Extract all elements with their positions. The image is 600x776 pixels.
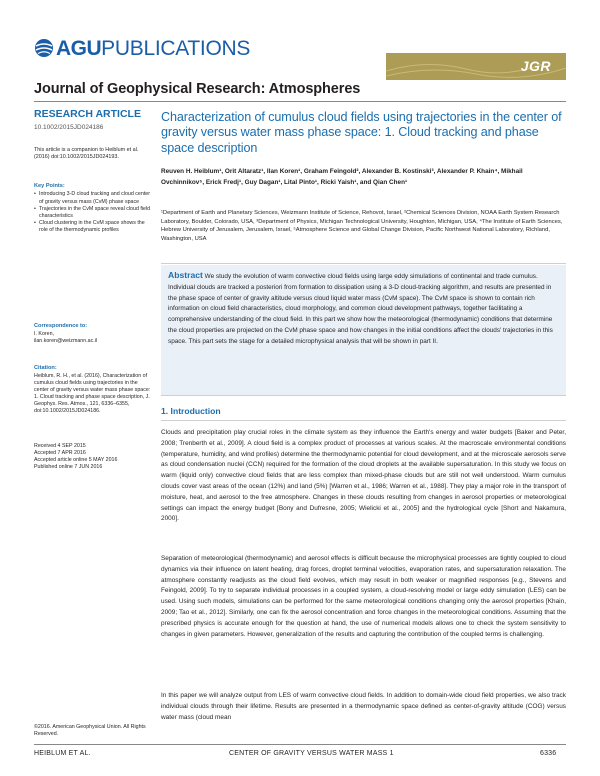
journal-title: Journal of Geophysical Research: Atmospheres	[34, 81, 361, 97]
copyright-notice: ©2016. American Geophysical Union. All Rights Reserved.	[34, 724, 146, 738]
logo-agu: AGU	[56, 36, 102, 60]
agu-publications-logo	[34, 36, 250, 60]
logo-publications: PUBLICATIONS	[101, 36, 251, 60]
abstract-top-divider	[161, 263, 566, 264]
doi-link[interactable]: 10.1002/2015JD024186	[34, 124, 104, 131]
page-number: 6336	[540, 750, 557, 757]
introduction-heading: 1. Introduction	[161, 406, 221, 416]
citation-text: Heiblum, R. H., et al. (2016), Characterization of cumulus cloud fields using trajectories in the center of gravity versus water mass phase space: 1. Cloud tracking and phase space description, J. Geophys. Res. Atmos., 121, 6336–6355, doi:10.1002/2015JD024186.	[34, 373, 151, 415]
body-paragraph: Separation of meteorological (thermodynamic) and aerosol effects is difficult because the microphysical processes are tightly coupled to cloud dynamics via their influence on latent heating, drag forces, droplet terminal velocities, evaporation rates, and supersaturation relaxation. The atmosphere constantly readjusts as the cloud field evolves, which may result in both weaker or magnified responses [e.g., Stevens and Feingold, 2009]. To try to separate individual processes in a coupled system, a cloud-resolving model or large eddy simulation (LES) can be used. Using such models, simulations can be performed for the same meteorological conditions changing only the aerosol properties [Khain, 2009; Tao et al., 2012]. Similarly, one can fix the aerosol concentration and force changes in the meteorological conditions. Assuming that the prescribed physics is accurate enough for the question at hand, the use of numerical models allows one to check the system sensitivity to changes in given parameters. However, generalization of the results and capturing the contribution of the coupled terms is challenging.	[161, 555, 566, 638]
key-points-heading: Key Points:	[34, 183, 65, 190]
footer-running-title: CENTER OF GRAVITY VERSUS WATER MASS 1	[229, 750, 394, 757]
globe-icon	[34, 38, 54, 58]
header-divider	[34, 101, 566, 102]
affiliations: ¹Department of Earth and Planetary Sciences, Weizmann Institute of Science, Rehovot, Israel, ²Chemical Sciences Division, NOAA Earth System Research Laboratory, Boulder, Colorado, USA, ³Department of Physics, Michigan Technological University, Houghton, Michigan, USA, ⁴The Institute of Earth Sciences, Hebrew University of Jerusalem, Jerusalem, Israel, ⁵Atmosphere Science and Global Change Division, Pacific Northwest National Laboratory, Richland, Washington, USA	[161, 210, 563, 242]
abstract-label: Abstract	[168, 270, 203, 280]
jgr-badge	[386, 53, 566, 80]
received-date: Received 4 SEP 2015	[34, 443, 86, 449]
footer-authors: HEIBLUM ET AL.	[34, 750, 91, 757]
abstract-bottom-divider	[161, 395, 566, 396]
published-online-date: Published online 7 JUN 2016	[34, 464, 103, 471]
footer-divider	[34, 744, 566, 745]
accepted-online-date: Accepted article online 5 MAY 2016	[34, 457, 118, 464]
abstract-text: We study the evolution of warm convective cloud fields using large eddy simulations of continental and trade cumulus. Individual clouds are tracked a posteriori from formation to dissipation using a 3-D cloud-tracking algorithm, and results are presented in the phase space of center of gravity altitude versus cloud liquid water mass (CvM space). The CvM space is shown to contain rich information on cloud field characteristics, cloud morphology, and common cloud development pathways, together facilitating a comprehensive understanding of the cloud field. In this part we show how the meteorological (thermodynamic) conditions that determine the cloud properties are projected on the CvM phase space and how changes in the initial conditions affect the clouds' trajectories in this space. This part sets the stage for a detailed microphysical analysis that will be shown in part II.	[168, 273, 553, 345]
accepted-date: Accepted 7 APR 2016	[34, 450, 86, 457]
key-point: • Trajectories in the CvM space reveal cloud field characteristics	[34, 206, 152, 220]
introduction-divider	[161, 420, 566, 421]
article-title: Characterization of cumulus cloud fields using trajectories in the center of gravity versus water mass phase space: 1. Cloud tracking and phase space description	[161, 110, 562, 155]
abstract	[168, 270, 560, 348]
key-point: • Introducing 3-D cloud tracking and cloud center of gravity versus mass (CvM) phase space	[34, 191, 152, 205]
author-list: Reuven H. Heiblum¹, Orit Altaratz¹, Ilan Koren¹, Graham Feingold², Alexander B. Kostinski³, Alexander P. Khain⁴, Mikhail Ovchinnikov⁵, Erick Fredj¹, Guy Dagan¹, Lital Pinto¹, Ricki Yaish¹, and Qian Chen¹	[161, 168, 523, 186]
correspondence-name: I. Koren,	[34, 331, 55, 337]
citation-heading: Citation:	[34, 365, 57, 371]
key-point: • Cloud clustering in the CvM space shows the role of the thermodynamic profiles	[34, 220, 152, 234]
article-type: RESEARCH ARTICLE	[34, 108, 141, 120]
correspondence-heading: Correspondence to:	[34, 323, 88, 329]
jgr-label: JGR	[520, 58, 551, 74]
correspondence-email[interactable]: ilan.koren@weizmann.ac.il	[34, 338, 98, 344]
companion-note: This article is a companion to Heiblum et al. (2016) doi:10.1002/2015JD024193.	[34, 147, 139, 161]
body-paragraph: Clouds and precipitation play crucial roles in the climate system as they influence the Earth's energy and water budgets [Baker and Peter, 2008; Trenberth et al., 2009]. A cloud field is a complex product of processes at various scales. At the macroscale environmental conditions (temperature, humidity, and wind profiles) determine the thermodynamic potential for cloud development, and at the microscale aerosols serve as cloud condensation nuclei (CCN) required for the formation of the cloud droplets at the available supersaturation. In this study we focus on warm (liquid only) convective cloud fields that are less complex than mixed-phase clouds but are still not well understood. Warm cumulus clouds cover vast areas of the ocean (12%) and land (5%) [Warren et al., 1986; Warren et al., 1988]. They play a major role in the transport of moisture, heat, and aerosol to the free atmosphere. Changes in these clouds resulting from changes in aerosol properties or meteorological settings can impact the energy budget [Bony and Dufresne, 2005; Wielicki et al., 2005] and the hydrological cycle [Short and Nakamura, 2000].	[161, 429, 566, 523]
sidebar	[34, 108, 152, 234]
publication-dates	[34, 443, 152, 471]
key-points-list	[34, 191, 152, 234]
body-paragraph: In this paper we will analyze output from LES of warm convective cloud fields. In addition to domain-wide cloud field properties, we also track individual clouds through their lifetime. Results are presented in a thermodynamic space defined as center-of-gravity altitude (COG) versus water mass (cloud mean	[161, 692, 566, 721]
